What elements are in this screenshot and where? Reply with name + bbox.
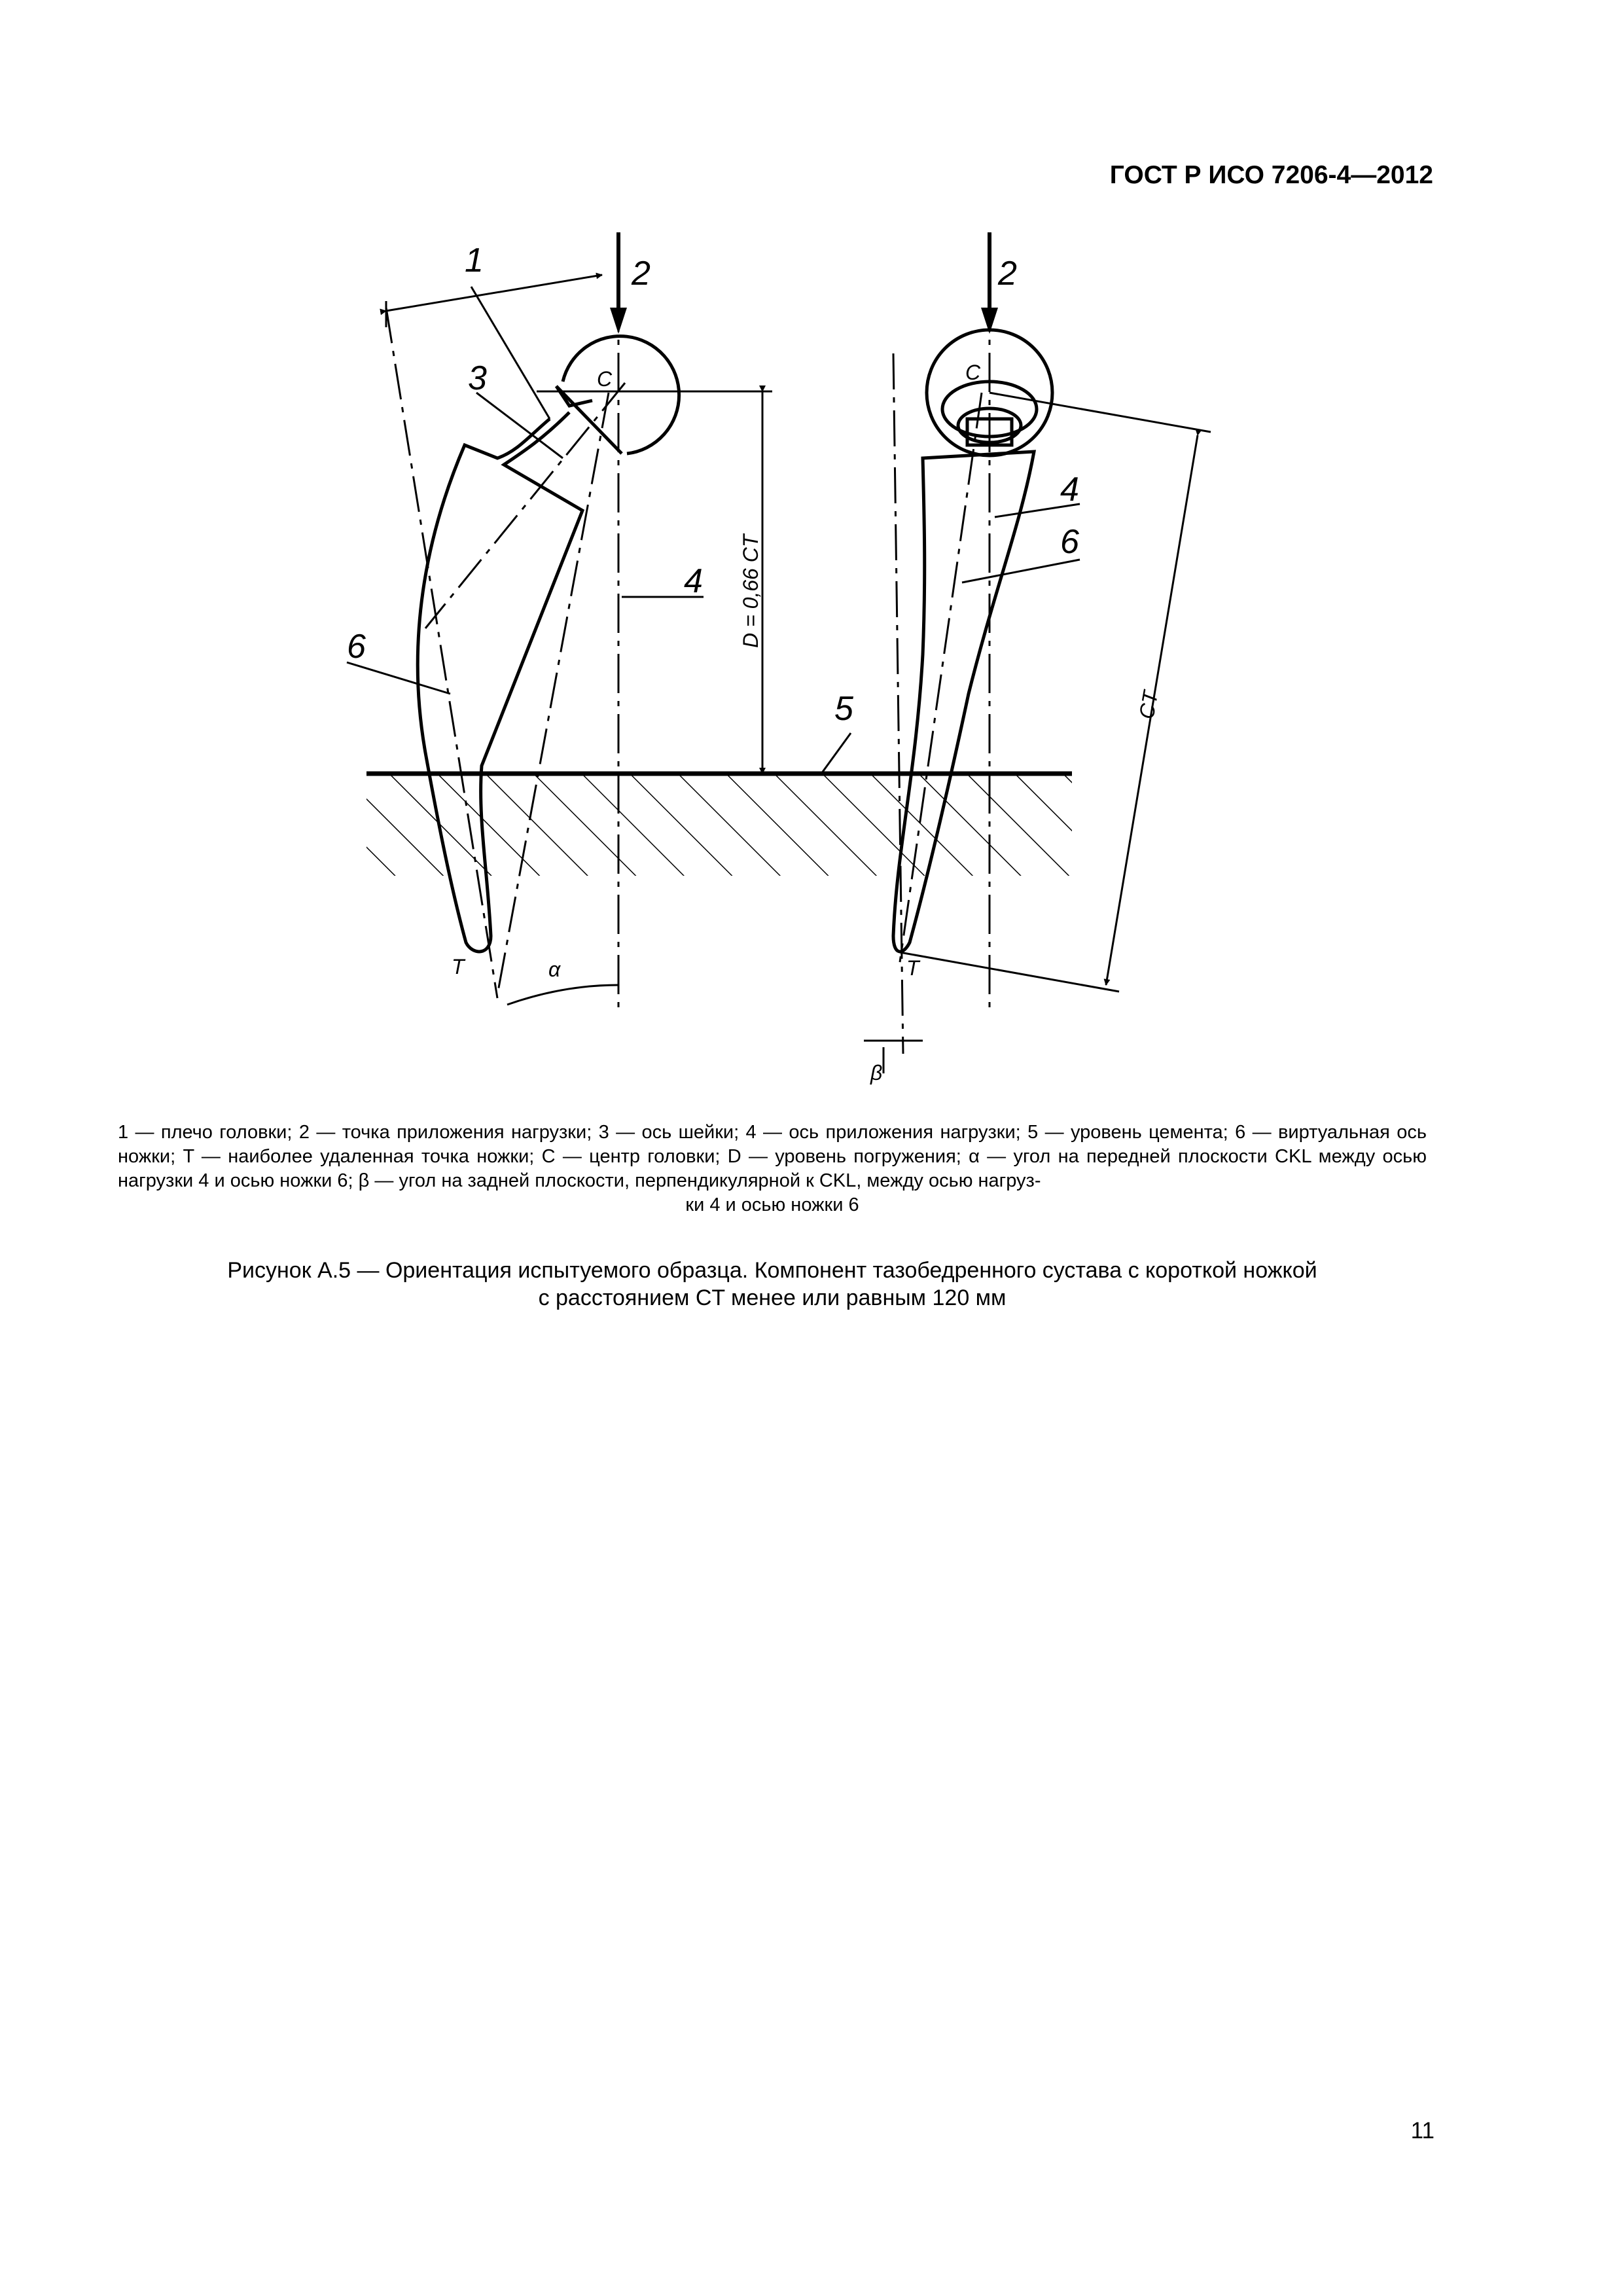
page-number: 11 [1410,2118,1435,2144]
legend-text-last: ки 4 и осью ножки 6 [685,1194,859,1215]
right-view [821,232,1211,1073]
caption-line-2: с расстоянием CT менее или равным 120 мм [538,1285,1007,1310]
label-6-right: 6 [1060,523,1079,561]
label-c-left: C [597,367,613,391]
label-alpha: α [548,958,561,981]
label-5: 5 [834,690,853,728]
left-view [347,232,772,1013]
label-d: D = 0,66 CT [739,534,762,648]
label-2-left: 2 [632,255,651,293]
standard-header: ГОСТ Р ИСО 7206-4—2012 [1109,161,1433,189]
label-2-right: 2 [998,255,1017,293]
label-3: 3 [468,359,487,397]
label-4-right: 4 [1060,471,1079,509]
legend-text: 1 — плечо головки; 2 — точка приложения нагрузки; 3 — ось шейки; 4 — ось приложения нагрузки; 5 — уровень цемента; 6 — виртуальная ось ножки; T — наиболее удаленная точка ножки; C — центр головки; D — уровень погружения; α — угол на передней плоскости CKL между осью нагрузки 4 и осью ножки 6; β — угол на задней плоскости, перпендикулярной к CKL, между осью нагруз- [118,1122,1427,1191]
label-6-left: 6 [347,628,366,666]
figure-caption [118,1257,1427,1312]
femoral-head-left [563,336,679,454]
caption-line-1: Рисунок А.5 — Ориентация испытуемого образца. Компонент тазобедренного сустава с короткой ножкой [227,1258,1317,1283]
stem-right [893,452,1034,952]
label-4-left: 4 [684,562,703,600]
label-beta: β [870,1061,883,1085]
label-t-right: T [906,956,919,980]
label-1: 1 [465,242,484,279]
figure-labels [347,242,1163,1085]
label-ct: CT [1134,689,1163,721]
label-c-right: C [965,361,981,384]
cement-level [366,774,1072,876]
label-t-left: T [452,955,465,978]
figure-legend [118,1121,1427,1217]
